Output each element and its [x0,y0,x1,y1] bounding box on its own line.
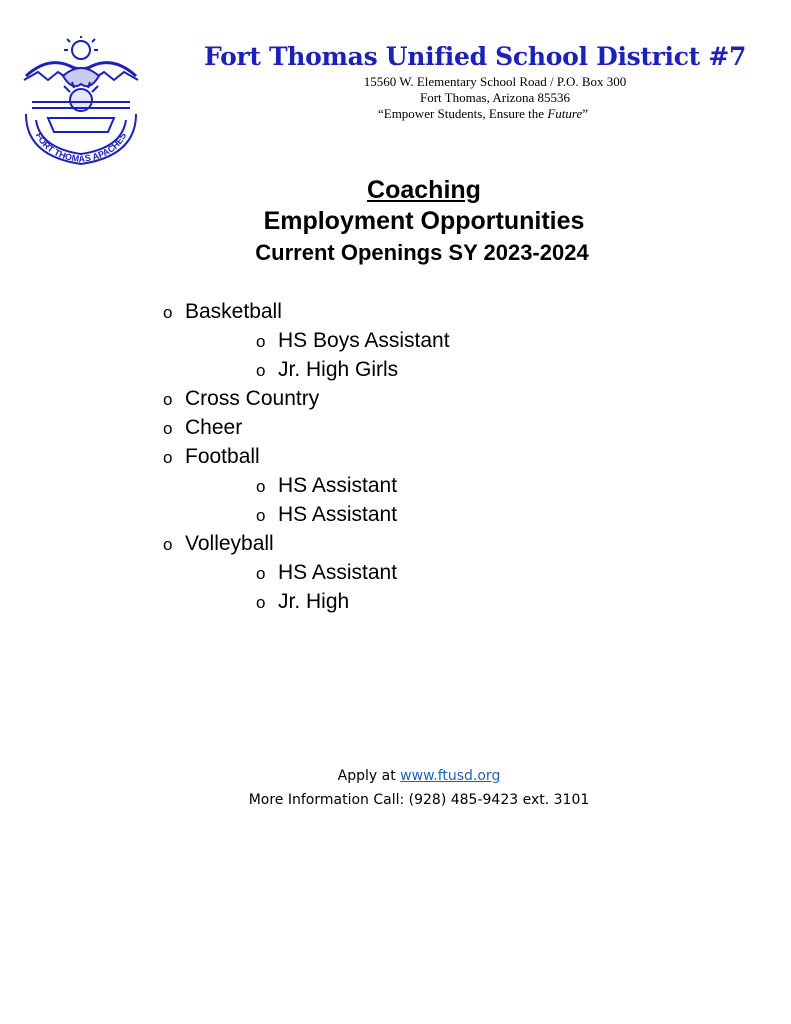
list-item-label: Jr. High Girls [278,358,399,381]
list-item-position [256,558,397,587]
bullet-icon: o [163,448,173,467]
bullet-icon: o [256,361,266,380]
apply-line [0,768,791,784]
list-item-label: Volleyball [185,532,274,555]
list-item-label: Cross Country [185,387,320,410]
address-line-1: 15560 W. Elementary School Road / P.O. Box 300 [363,74,627,89]
list-item-label: Cheer [185,416,243,439]
list-item-label: HS Assistant [278,561,398,584]
list-item-sport [163,529,274,558]
list-item-label: HS Assistant [278,474,398,497]
bullet-icon: o [163,390,173,409]
list-item-position [256,500,397,529]
list-item-sport [163,384,319,413]
logo-text: FORT THOMAS APACHES [33,130,129,165]
contact-info: More Information Call: (928) 485-9423 ext. 3101 [248,792,590,808]
district-logo [18,36,144,168]
bullet-icon: o [256,593,266,612]
list-item-sport [163,413,242,442]
list-item-position [256,355,398,384]
list-item-position [256,587,349,616]
bullet-icon: o [163,535,173,554]
page-subtitle: Employment Opportunities [263,207,585,235]
motto-prefix: “Empower Students, Ensure the [377,106,548,121]
list-item-sport [163,297,282,326]
list-item-label: Jr. High [278,590,350,613]
list-item-label: HS Boys Assistant [278,329,450,352]
bullet-icon: o [256,564,266,583]
bullet-icon: o [256,506,266,525]
motto-suffix: ” [582,106,588,121]
bullet-icon: o [256,332,266,351]
list-item-position [256,471,397,500]
page-title: Coaching [367,176,481,204]
address-line-2: Fort Thomas, Arizona 85536 [420,90,570,105]
bullet-icon: o [256,477,266,496]
list-item-label: Basketball [185,300,282,323]
motto [188,106,778,122]
list-item-label: Football [185,445,260,468]
district-name: Fort Thomas Unified School District #7 [204,42,747,71]
bullet-icon: o [163,419,173,438]
website-link[interactable]: www.ftusd.org [400,768,501,784]
list-item-label: HS Assistant [278,503,398,526]
list-item-position [256,326,450,355]
bullet-icon: o [163,303,173,322]
list-item-sport [163,442,260,471]
apply-text: Apply at [337,768,401,784]
svg-text:FORT THOMAS APACHES [34,131,128,164]
school-year-heading: Current Openings SY 2023-2024 [255,240,589,265]
motto-emphasis: Future [547,106,583,121]
